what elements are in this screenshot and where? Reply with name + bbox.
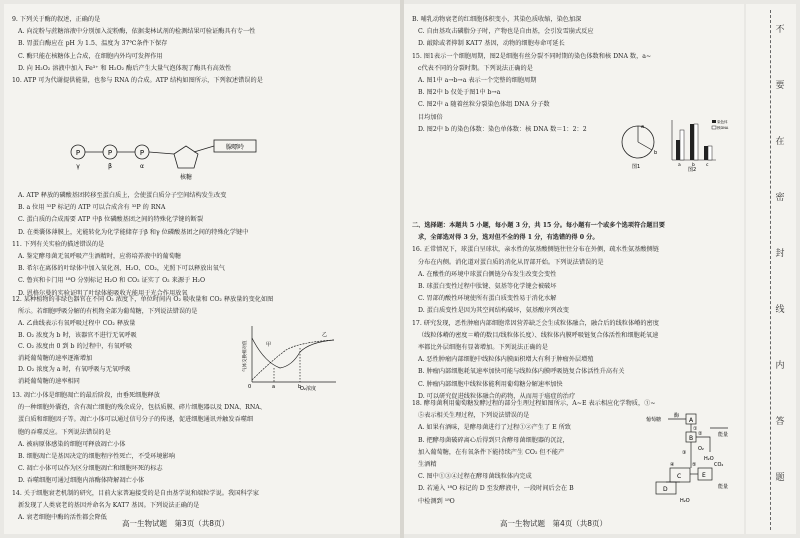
text-line: 新发现了人类衰老的基因并命名为 KAT7 基因。下列说法正确的是 [18,501,200,509]
fig2-bar-a-label: a [678,163,681,168]
seal-line-char: 线 [775,305,785,315]
yeast-a-label: A [689,417,694,424]
page-4-footer: 高一生物试题 第4页（共8页） [500,519,608,528]
text-line: 18. 酵母菌利用葡萄糖发酵过程的部分生理过程如图所示，A~E 表示相应化学物质，①~ [412,400,656,407]
text-line: D. 若通入 ¹⁸O 标记的 D 至发酵液中，一段时间后会在 B [418,485,574,493]
text-line: 二、选择题：本题共 5 小题，每小题 3 分，共 15 分。每小题有一个或多个选项符合题目要 [412,222,665,229]
text-line: A. 乙曲线表示有氧呼吸过程中 CO₂ 释放量 [18,320,136,328]
text-line: 生酒精 [418,461,437,468]
yeast-step-3: ③ [682,450,687,456]
text-line: A. 恶性肿瘤内部细胞中线粒体内膜面积增大有利于肿瘤外层增殖 [418,356,594,364]
text-line: B. a 位用 ³²P 标记的 ATP 可以合成含有 ³²P 的 RNA [18,204,166,212]
text-line: 16. 正常情况下，球蛋白呈球状，亲水性的氨基酸侧链往往分布在外侧，疏水性氨基酸侧链 [412,246,659,254]
seal-line [770,10,771,530]
seal-line-char: 密 [775,193,785,203]
yeast-glucose-label: 葡萄糖 [646,417,662,423]
text-line: C. 胃部的酸性环境使所有蛋白质变性易于消化水解 [418,295,557,303]
seal-line-char: 内 [775,361,785,371]
respiration-graph [240,322,340,392]
seal-line-char: 不 [775,25,785,35]
text-line: ⑤表示相关生理过程，下列说法错误的是 [418,412,530,420]
fig2-legend-dna: 核DNA [717,126,729,130]
text-line: B. 图2中 b 仅处于图1中 b→a [418,89,501,97]
fig2-caption: 图2 [688,167,697,172]
seal-line-char: 在 [775,137,785,147]
yeast-b-label: B [689,435,694,442]
text-line: 17. 研究发现，恶性肿瘤内部细胞常因营养缺乏会生成粒体融合，融合后的线粒体嵴的密度 [412,319,659,327]
yeast-h2o-label-1: H₂O [704,456,714,462]
text-line: A. 被病原体感染的细胞可释放凋亡小体 [18,440,126,448]
chromosome-dna-chart [666,116,738,172]
bar-c-dna [708,146,712,160]
seal-line-char: 题 [775,473,785,483]
text-line: D. 吞噬细胞可通过细胞内溶酶体降解凋亡小体 [18,477,145,485]
atp-p3-label: P [139,149,145,157]
text-line: 率都比外层细胞有显著增加。下列说法正确的是 [418,344,548,351]
fig1-b-label: b [654,150,658,156]
yeast-h2o-label-2: H₂O [680,498,690,504]
text-line: A. 在酸性的环境中球蛋白侧链分布发生改变会变性 [418,270,557,278]
binding-margin [746,4,796,534]
yeast-d-label: D [663,486,668,493]
text-line: 胞的吞噬反应。下列说法错误的是 [18,428,111,436]
text-line: 蛋白质和细胞因子等。凋亡小体可以通过信号分子的传递，促进细胞通讯并触发吞噬细 [18,416,254,424]
text-line: C. 肿瘤内部细胞中线粒体能利用葡萄糖分解速率加快 [418,380,563,388]
text-line: A. ATP 释放的磷酸基团转移至蛋白质上，会使蛋白质分子空间结构发生改变 [18,192,227,199]
graph-y-label: 气体交换相对值 [243,340,248,372]
graph-curve-a-label: 甲 [266,342,272,348]
atp-structure-figure [64,132,294,188]
text-line: D. 蛋白质变性是因为其空间结构破坏，氨基酸序列改变 [418,307,569,315]
text-line: A. 图1中 a→b→a 表示一个完整的细胞周期 [418,77,537,84]
text-line: 9. 下列关于酶的叙述，正确的是 [12,16,101,23]
fig2-legend-chromosome: 染色体 [717,120,728,124]
yeast-enzyme-label: 酶 [674,413,680,419]
bar-c-chromosome [704,146,708,160]
text-line: 分布在内侧。消化道对蛋白质的消化从胃部开始。下列说法错误的是 [418,258,604,266]
text-line: 11. 下列有关实验的描述错误的是 [12,240,105,248]
text-line: 消耗葡萄糖的速率逐渐增加 [18,354,93,362]
text-line: A. 向淀粉与蔗糖溶液中分别加入淀粉酶，依据斐林试剂的检测结果可验证酶具有专一性 [18,28,256,36]
text-line: A. 如果有酒味，是酵母菌进行了过程①②产生了 E 所致 [418,424,571,432]
text-line: C. 图中①③④过程在酵母菌线粒体内完成 [418,473,532,481]
text-line: 14. 关于细胞衰老机制的研究，目前大家普遍接受的是自由基学说和端粒学说。我国科学家 [12,489,259,497]
text-line: D. 向 H₂O₂ 溶液中加入 Fe³⁺ 和 H₂O₂ 酶后产生大量气泡体现了酶具有高效性 [18,64,232,72]
graph-x-label: O₂浓度 [300,386,316,392]
text-line: D. 可以研究促进线粒体融合的药物，从而用于癌症的治疗 [418,392,576,400]
text-line: B. 胃蛋白酶应在 pH 为 1.5、温度为 37℃条件下保存 [18,40,168,48]
seal-line-char: 要 [775,81,785,91]
text-line: D. 图2中 b 的染色体数：染色单体数：核 DNA 数＝1：2：2 [418,125,587,133]
text-line: D. 恩格尔曼的实验证明了叶绿体能吸收光能用于光合作用放氧 [18,289,188,297]
bar-b-chromosome [690,124,694,160]
text-line: D. 在类囊体薄膜上，光能转化为化学能储存于β 和γ 位磷酸基团之间的特殊化学键中 [18,228,249,236]
graph-origin: 0 [248,384,252,390]
text-line: B. 把酵母菌破碎离心后得到只含酵母菌细胞器的沉淀， [418,436,569,444]
text-line: 12. 某种植物的非绿色器官在不同 O₂ 浓度下，单位时间内 O₂ 吸收量和 CO₂ 释放量的变化如图 [12,296,274,303]
cell-cycle-figure [614,120,664,172]
fig2-bar-c-label: c [706,163,709,168]
text-line: C. 自由基攻击磷脂分子时，产物也是自由基，会引发雪崩式反应 [418,28,594,36]
text-line: 15. 图1表示一个细胞周期，图2是细胞有丝分裂不同时期的染色体数和核 DNA 数，a~ [412,52,652,60]
atp-beta-label: β [108,163,112,170]
text-line: 的一种细胞外囊泡，含有凋亡细胞的残余成分，包括质膜、碎片细胞器以及 DNA、RNA、 [18,404,266,412]
yeast-step-4: ④ [670,462,675,468]
text-line: B. 球蛋白变性过程中肽键、氨基等化学键会被破坏 [418,283,557,290]
yeast-metabolism-diagram [630,408,742,508]
text-line: B. O₂ 浓度为 b 时，该器官不进行无氧呼吸 [18,331,137,339]
text-line: （线粒体嵴的密度＝嵴的数目/线粒体长度）、线粒体内膜呼吸链复合体活性和细胞耗氧速 [418,331,659,339]
graph-curve-b-label: 乙 [322,332,328,338]
text-line: 中检测到 ¹⁸O [418,497,455,505]
text-line: B. 希尔在离体的叶绿体中加入氧化剂、H₂O、CO₂，光照下可以释放出氧气 [18,265,225,273]
bar-b-dna [694,124,698,160]
seal-line-char: 答 [775,417,785,427]
bar-a-dna [680,130,684,160]
yeast-c-label: C [677,473,682,480]
seal-line-char: 封 [775,249,785,259]
fig1-a-label: a [641,124,645,130]
text-line: B. 肿瘤内部细胞耗氧速率加快可能与线粒体内膜呼吸链复合体活性升高有关 [418,368,625,376]
text-line: c代表不同的分裂时期。下列说法正确的是 [418,64,533,72]
atp-adenine-label: 腺嘌呤 [225,144,245,151]
atp-p2-label: P [107,149,113,157]
yeast-step-5: ⑤ [692,462,697,468]
text-line: 所示。若细胞呼吸分解的有机物全部为葡萄糖，下列说法错误的是 [18,308,198,316]
text-line: 10. ATP 可为代谢提供能量，也参与 RNA 的合成。ATP 结构如图所示，下列叙述错误的是 [12,77,263,84]
fig1-caption: 图1 [632,164,641,170]
text-line: A. 衰老细胞中酶的活性都会降低 [18,514,107,521]
text-line: C. 凋亡小体可以作为区分细胞凋亡和细胞坏死的标志 [18,465,163,473]
text-line: 求，全部选对得 3 分，选对但不全的得 1 分，有选错的得 0 分。 [418,234,599,242]
yeast-energy-label-2: 能量 [718,484,729,490]
graph-tick-a: a [272,384,276,390]
graph-tick-b: b [298,384,302,390]
text-line: 13. 凋亡小体是细胞凋亡的最后阶段，由垂死细胞释放 [12,392,160,399]
text-line: C. 酶只能在核糖体上合成，在细胞内外均可发挥作用 [18,52,163,60]
yeast-step-1: ① [693,426,698,432]
text-line: C. 蛋白质的合成需要 ATP 中β 位磷酸基团之间的特殊化学键的断裂 [18,216,204,224]
text-line: A. 鉴定酵母菌无氧呼吸产生酒精时，应将培养液中的葡萄糖 [18,253,182,260]
page-4 [404,4,744,534]
fig2-bar-b-label: b [692,163,695,168]
page-3 [4,4,400,534]
yeast-energy-label-1: 能量 [718,432,729,438]
text-line: C. O₂ 浓度由 0 到 b 的过程中，有氧呼吸 [18,343,133,351]
text-line: 加入葡萄糖，在有氧条件下能持续产生 CO₂ 但不能产 [418,448,565,456]
text-line: D. O₂ 浓度为 a 时，有氧呼吸与无氧呼吸 [18,366,131,374]
atp-ribose-label: 核糖 [179,174,193,181]
text-line: D. 敲除或者抑制 KAT7 基因，动物的细胞寿命可延长 [418,40,565,48]
yeast-co2-label: CO₂ [714,462,724,468]
bar-a-chromosome [676,140,680,160]
yeast-step-2: ② [698,431,703,437]
atp-gamma-label: γ [76,163,80,170]
yeast-o2-label: O₂ [698,446,704,452]
text-line: B. 细胞凋亡是基因决定的细胞程序性死亡，不受环境影响 [18,453,175,460]
atp-p1-label: P [75,149,81,157]
page-3-footer: 高一生物试题 第3页（共8页） [122,519,230,528]
text-line: B. 哺乳动物衰老的红细胞体积变小，其染色质收缩，染色加深 [412,16,582,23]
text-line: 目均加倍 [418,113,443,121]
text-line: C. 图2中 a 随着丝粒分裂染色体组 DNA 分子数 [418,101,550,109]
atp-alpha-label: α [140,163,144,170]
yeast-e-label: E [702,472,706,479]
text-line: 消耗葡萄糖的速率相同 [18,377,80,385]
text-line: C. 鲁宾和卡门用 ¹⁸O 分别标记 H₂O 和 CO₂ 证实了 O₂ 来源于 H₂O [18,277,206,285]
